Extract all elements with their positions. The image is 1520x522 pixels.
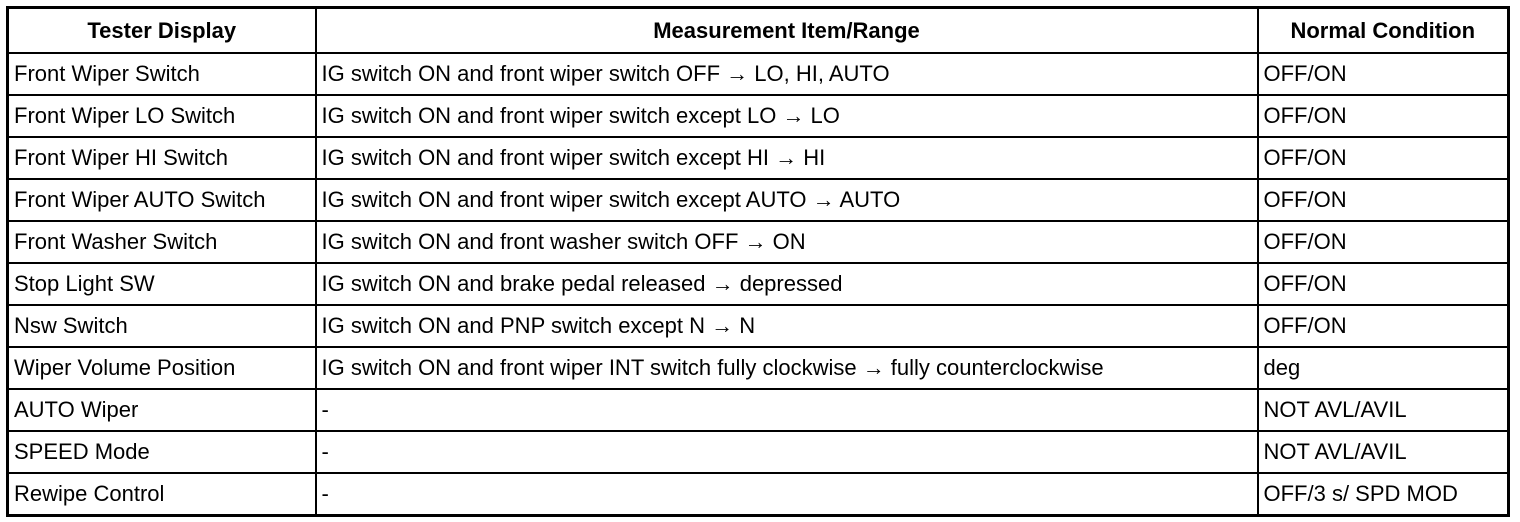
cell-tester-display: Stop Light SW bbox=[8, 263, 316, 305]
cell-tester-display: AUTO Wiper bbox=[8, 389, 316, 431]
cell-tester-display: Wiper Volume Position bbox=[8, 347, 316, 389]
cell-normal-condition: deg bbox=[1258, 347, 1509, 389]
tester-display-table bbox=[6, 6, 1510, 517]
cell-normal-condition: OFF/ON bbox=[1258, 179, 1509, 221]
cell-measurement-item: IG switch ON and front wiper INT switch fully clockwise → fully counterclockwise bbox=[316, 347, 1258, 389]
cell-normal-condition: NOT AVL/AVIL bbox=[1258, 431, 1509, 473]
cell-normal-condition: OFF/ON bbox=[1258, 221, 1509, 263]
cell-tester-display: Front Wiper Switch bbox=[8, 53, 316, 95]
cell-measurement-item: - bbox=[316, 473, 1258, 516]
table-row bbox=[8, 347, 1509, 389]
cell-tester-display: Front Wiper HI Switch bbox=[8, 137, 316, 179]
cell-normal-condition: OFF/ON bbox=[1258, 95, 1509, 137]
table-row bbox=[8, 263, 1509, 305]
cell-tester-display: Nsw Switch bbox=[8, 305, 316, 347]
cell-measurement-item: IG switch ON and front wiper switch OFF → LO, HI, AUTO bbox=[316, 53, 1258, 95]
cell-measurement-item: IG switch ON and brake pedal released → depressed bbox=[316, 263, 1258, 305]
table-row bbox=[8, 53, 1509, 95]
cell-measurement-item: - bbox=[316, 389, 1258, 431]
table-row bbox=[8, 95, 1509, 137]
tester-display-table-container bbox=[6, 6, 1507, 513]
table-row bbox=[8, 137, 1509, 179]
cell-measurement-item: - bbox=[316, 431, 1258, 473]
cell-measurement-item: IG switch ON and front wiper switch except LO → LO bbox=[316, 95, 1258, 137]
cell-measurement-item: IG switch ON and PNP switch except N → N bbox=[316, 305, 1258, 347]
cell-tester-display: Rewipe Control bbox=[8, 473, 316, 516]
cell-measurement-item: IG switch ON and front washer switch OFF → ON bbox=[316, 221, 1258, 263]
table-row bbox=[8, 221, 1509, 263]
cell-normal-condition: NOT AVL/AVIL bbox=[1258, 389, 1509, 431]
cell-normal-condition: OFF/ON bbox=[1258, 137, 1509, 179]
table-header-row bbox=[8, 8, 1509, 54]
header-normal-condition: Normal Condition bbox=[1258, 8, 1509, 54]
cell-tester-display: SPEED Mode bbox=[8, 431, 316, 473]
table-row bbox=[8, 389, 1509, 431]
header-tester-display: Tester Display bbox=[8, 8, 316, 54]
table-row bbox=[8, 473, 1509, 516]
cell-normal-condition: OFF/ON bbox=[1258, 305, 1509, 347]
cell-measurement-item: IG switch ON and front wiper switch except HI → HI bbox=[316, 137, 1258, 179]
cell-normal-condition: OFF/3 s/ SPD MOD bbox=[1258, 473, 1509, 516]
cell-tester-display: Front Wiper AUTO Switch bbox=[8, 179, 316, 221]
cell-tester-display: Front Washer Switch bbox=[8, 221, 316, 263]
table-row bbox=[8, 179, 1509, 221]
cell-normal-condition: OFF/ON bbox=[1258, 53, 1509, 95]
cell-normal-condition: OFF/ON bbox=[1258, 263, 1509, 305]
table-row bbox=[8, 431, 1509, 473]
header-measurement-item-range: Measurement Item/Range bbox=[316, 8, 1258, 54]
cell-measurement-item: IG switch ON and front wiper switch except AUTO → AUTO bbox=[316, 179, 1258, 221]
cell-tester-display: Front Wiper LO Switch bbox=[8, 95, 316, 137]
table-row bbox=[8, 305, 1509, 347]
